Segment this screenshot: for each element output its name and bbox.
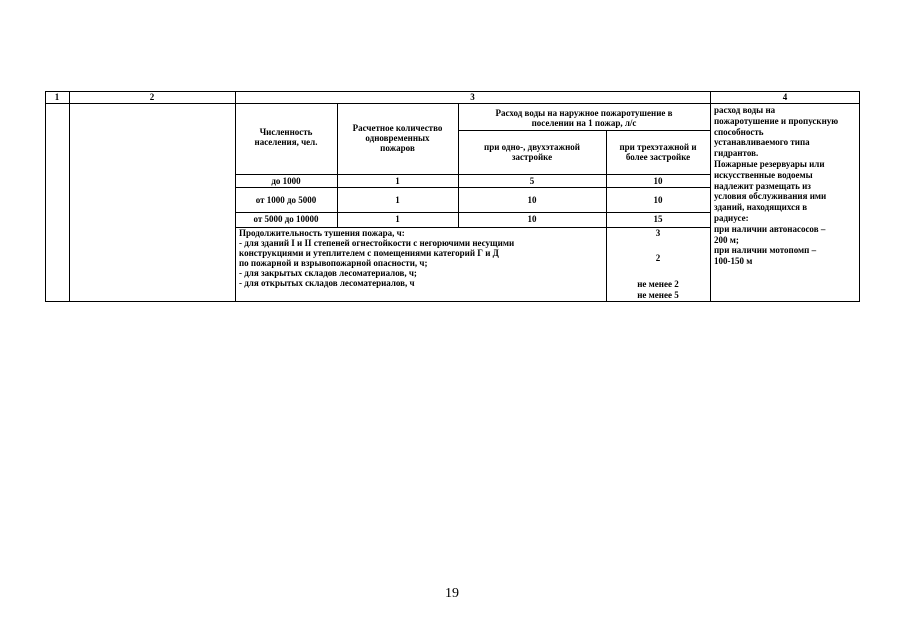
col4-line: при наличии автонасосов –	[714, 223, 826, 234]
row-3-low: 10	[527, 214, 537, 224]
table-rule	[235, 174, 710, 175]
row-2-population: от 1000 до 5000	[255, 195, 317, 205]
row-2-fires: 1	[395, 195, 400, 205]
row-1-low: 5	[529, 176, 535, 186]
duration-line: конструкциями и утеплителем с помещениями категорий Г и Д	[239, 248, 499, 258]
header-text: поселении на 1 пожар, л/с	[531, 118, 637, 128]
col4-line: гидрантов.	[714, 148, 759, 159]
duration-line: - для открытых складов лесоматериалов, ч	[239, 278, 415, 288]
col4-text	[714, 105, 859, 267]
page-number: 19	[445, 586, 459, 601]
row-3-high: 15	[653, 214, 663, 224]
duration-line: Продолжительность тушения пожара, ч:	[239, 228, 405, 238]
header-text: Расход воды на наружное пожаротушение в	[495, 108, 673, 118]
header-text: при одно-, двухэтажной	[484, 142, 580, 152]
row-1-high: 10	[653, 176, 663, 186]
col4-line: способность	[714, 126, 764, 137]
header-text: Численность	[259, 127, 313, 137]
header-text: одновременных	[365, 133, 430, 143]
col4-line: искусственные водоемы	[714, 169, 813, 180]
duration-value-1: 3	[655, 228, 661, 238]
col-number-1: 1	[54, 92, 60, 102]
col-number-4: 4	[782, 92, 788, 102]
row-2-high: 10	[653, 195, 663, 205]
duration-value-4: не менее 5	[637, 290, 679, 300]
col-number-3: 3	[470, 92, 475, 102]
row-1-population: до 1000	[271, 176, 301, 186]
col4-line: радиусе:	[714, 212, 749, 223]
duration-line: - для закрытых складов лесоматериалов, ч;	[239, 268, 417, 278]
col4-line: надлежит размещать из	[714, 180, 811, 191]
col4-line: зданий, находящихся в	[714, 202, 808, 213]
col4-line: при наличии мотопомп –	[714, 245, 817, 256]
table-rule	[45, 103, 860, 104]
header-text: Расчетное количество	[352, 123, 443, 133]
duration-line: - для зданий I и II степеней огнестойкости с негорючими несущими	[239, 238, 515, 248]
duration-value-2: 2	[655, 253, 661, 263]
col4-line: пожаротушение и пропускную	[714, 115, 839, 126]
col-number-2: 2	[149, 92, 155, 102]
header-three-story	[606, 142, 710, 162]
header-text: населения, чел.	[254, 137, 318, 147]
col4-line: 100-150 м	[714, 256, 753, 267]
table-rule	[69, 91, 70, 302]
row-1-fires: 1	[395, 176, 400, 186]
col4-line: условия обслуживания ими	[714, 191, 827, 202]
col4-line: Пожарные резервуары или	[714, 158, 825, 169]
header-water-flow	[458, 108, 710, 128]
header-text: при трехэтажной и	[619, 142, 697, 152]
table-rule	[458, 130, 710, 131]
col4-line: расход воды на	[714, 105, 776, 115]
col4-line: устанавливаемого типа	[714, 137, 810, 148]
header-population	[235, 127, 337, 147]
row-3-population: от 5000 до 10000	[253, 214, 319, 224]
header-text: более застройке	[625, 152, 691, 162]
header-text: застройке	[511, 152, 553, 162]
duration-text	[239, 228, 604, 288]
duration-value-3: не менее 2	[637, 279, 679, 289]
table-rule	[337, 103, 338, 227]
header-fires-count	[337, 123, 458, 153]
row-3-fires: 1	[395, 214, 400, 224]
table-rule	[235, 187, 710, 188]
table-rule	[710, 91, 711, 302]
duration-line: по пожарной и взрывопожарной опасности, ч;	[239, 258, 428, 268]
header-text: пожаров	[380, 143, 415, 153]
header-low-rise	[458, 142, 606, 162]
row-2-low: 10	[527, 195, 537, 205]
col4-line: 200 м;	[714, 234, 739, 245]
table-rule	[235, 212, 710, 213]
